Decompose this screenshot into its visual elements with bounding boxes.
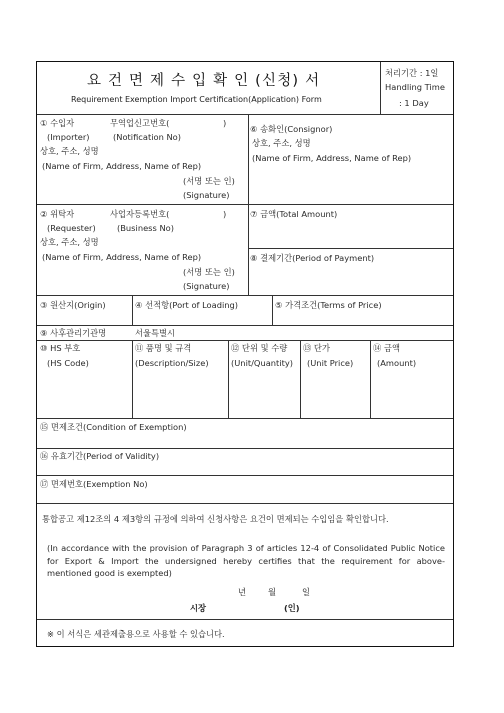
form-title-korean: 요 건 면 제 수 입 확 인 (신청) 서 xyxy=(87,73,321,89)
importer-signature-korean: (서명 또는 인) xyxy=(183,176,235,186)
rule-items-bottom xyxy=(37,418,453,419)
date-day-label: 일 xyxy=(302,587,311,597)
unit-quantity-header-english: (Unit/Quantity) xyxy=(231,358,294,368)
hs-code-header-english: (HS Code) xyxy=(47,358,89,368)
rule-price-right xyxy=(370,340,371,418)
importer-name-korean: 상호, 주소, 성명 xyxy=(40,146,99,156)
importer-label-english: (Importer) xyxy=(47,132,90,142)
importer-notification-close: ) xyxy=(223,118,227,128)
exemption-number-label: ⑰ 면제번호(Exemption No) xyxy=(40,479,148,489)
requester-signature-english: (Signature) xyxy=(183,281,230,291)
management-agency-value: 서울특별시 xyxy=(135,328,176,338)
consignor-name-english: (Name of Firm, Address, Name of Rep) xyxy=(252,153,412,163)
handling-time-korean: 처리기간 : 1일 xyxy=(385,68,439,78)
date-month-label: 월 xyxy=(268,587,277,597)
requester-business-close: ) xyxy=(223,209,227,219)
consignor-label: ⑥ 송화인(Consignor) xyxy=(250,124,333,134)
mayor-label: 시장 xyxy=(190,603,207,613)
amount-header-english: (Amount) xyxy=(377,358,417,368)
rule-handling-left xyxy=(380,62,381,114)
importer-name-english: (Name of Firm, Address, Name of Rep) xyxy=(42,161,202,171)
requester-signature-korean: (서명 또는 인) xyxy=(183,267,235,277)
port-of-loading-label: ④ 선적항(Port of Loading) xyxy=(135,300,239,310)
requirement-exemption-form xyxy=(36,61,454,647)
rule-certification-bottom xyxy=(37,619,453,620)
handling-time-english: Handling Time xyxy=(385,82,445,92)
rule-parties-divider xyxy=(248,114,249,295)
unit-price-header: ⑬ 단가 xyxy=(303,343,330,353)
total-amount-label: ⑦ 금액(Total Amount) xyxy=(250,209,338,219)
origin-label: ③ 원산지(Origin) xyxy=(40,300,106,310)
rule-requester-bottom xyxy=(37,295,453,296)
terms-of-price-label: ⑤ 가격조건(Terms of Price) xyxy=(275,300,382,310)
requester-label-english: (Requester) xyxy=(47,223,96,233)
certification-korean: 통합공고 제12조의 4 제3항의 규정에 의하여 신청사항은 요건이 면제되는 수입임을 확인합니다. xyxy=(42,514,389,524)
handling-time-value: : 1 Day xyxy=(399,98,429,108)
importer-notification-label: 무역업신고번호( xyxy=(110,118,170,128)
importer-notification-english: (Notification No) xyxy=(113,132,181,142)
payment-period-label: ⑧ 결제기간(Period of Payment) xyxy=(250,253,375,263)
unit-quantity-header: ⑫ 단위 및 수량 xyxy=(231,343,288,353)
rule-exemption-bottom xyxy=(37,503,453,504)
importer-signature-english: (Signature) xyxy=(183,190,230,200)
requester-business-label: 사업자등록번호( xyxy=(110,209,170,219)
rule-row3-bottom xyxy=(37,325,453,326)
rule-importer-bottom xyxy=(37,204,453,205)
rule-unit-right xyxy=(300,340,301,418)
rule-header-bottom xyxy=(37,114,453,115)
certification-english: (In accordance with the provision of Paragraph 3 of articles 12-4 of Consolidated Public Notice for Export & Import the undersigned hereby certifies that the requirement for above-mentioned good is exempted) xyxy=(47,543,445,578)
rule-origin-right xyxy=(132,295,133,325)
importer-label: ① 수입자 xyxy=(40,118,75,128)
rule-validity-bottom xyxy=(37,475,453,476)
requester-name-korean: 상호, 주소, 성명 xyxy=(40,237,99,247)
unit-price-header-english: (Unit Price) xyxy=(307,358,354,368)
rule-customs-bottom xyxy=(37,340,453,341)
description-header-english: (Description/Size) xyxy=(135,358,209,368)
rule-condition-bottom xyxy=(37,448,453,449)
description-header: ⑪ 품명 및 규격 xyxy=(135,343,192,353)
management-agency-label: ⑨ 사후관리기관명 xyxy=(40,328,107,338)
form-usage-note: ※ 이 서식은 세관제출용으로 사용할 수 있습니다. xyxy=(47,629,225,639)
exemption-condition-label: ⑮ 면제조건(Condition of Exemption) xyxy=(40,422,187,432)
rule-loading-right xyxy=(272,295,273,325)
form-title-english: Requirement Exemption Import Certification(Application) Form xyxy=(71,95,322,104)
seal-label: (인) xyxy=(284,603,300,613)
amount-header: ⑭ 금액 xyxy=(373,343,400,353)
rule-desc-right xyxy=(228,340,229,418)
requester-business-english: (Business No) xyxy=(117,223,174,233)
requester-label: ② 위탁자 xyxy=(40,209,75,219)
rule-hs-right xyxy=(132,340,133,418)
hs-code-header: ⑩ HS 부호 xyxy=(40,343,81,353)
rule-amount-bottom xyxy=(248,248,453,249)
consignor-name-korean: 상호, 주소, 성명 xyxy=(252,138,311,148)
date-year-label: 년 xyxy=(238,587,247,597)
requester-name-english: (Name of Firm, Address, Name of Rep) xyxy=(42,252,202,262)
validity-period-label: ⑯ 유효기간(Period of Validity) xyxy=(40,451,160,461)
